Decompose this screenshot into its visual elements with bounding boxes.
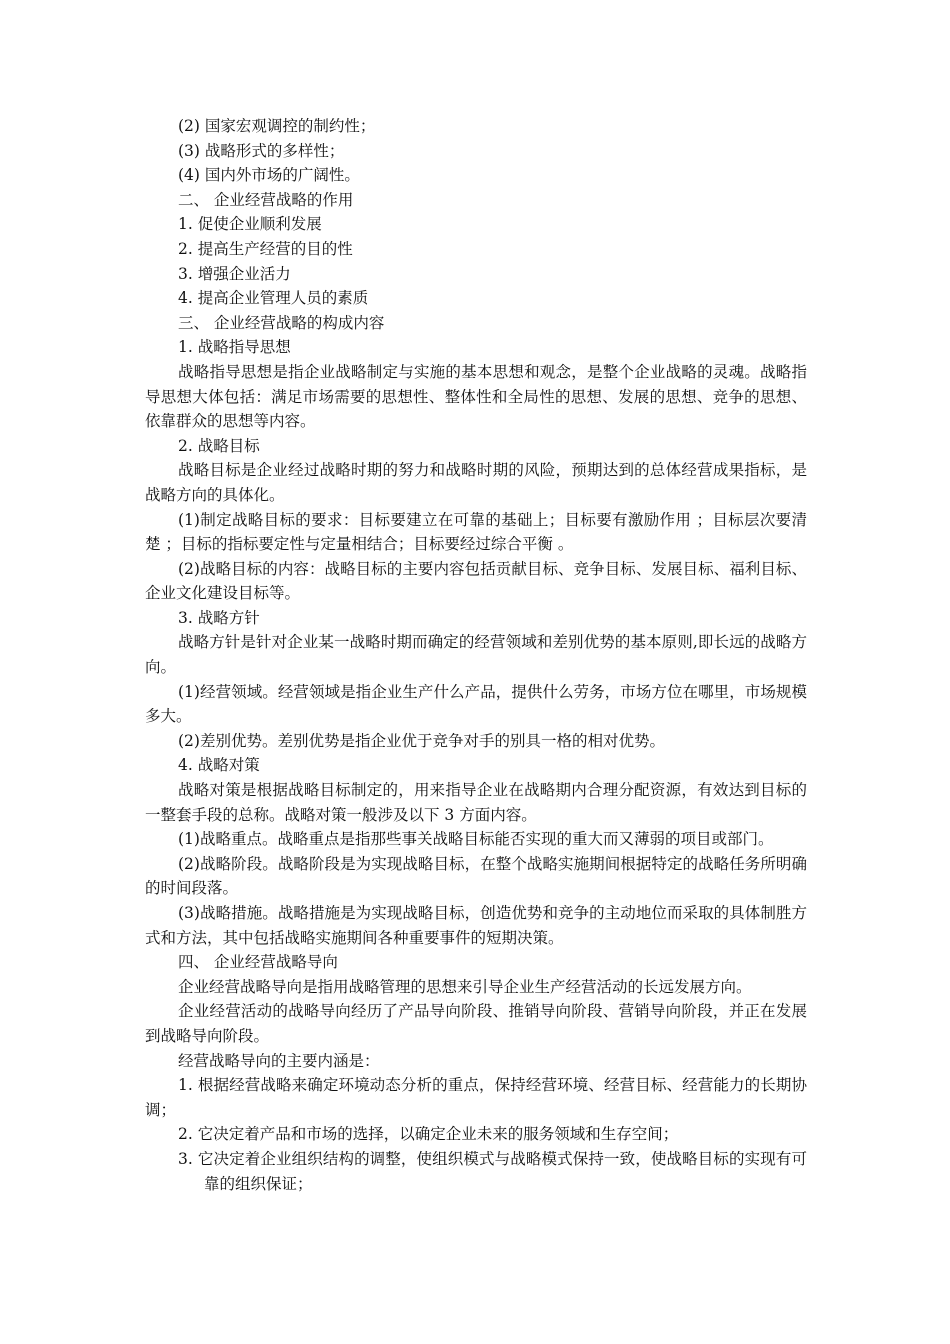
- list-item: 2. 它决定着产品和市场的选择，以确定企业未来的服务领域和生存空间；: [178, 1125, 679, 1144]
- body-paragraph: (2)战略阶段。战略阶段是为实现战略目标，在整个战略实施期间根据特定的战略任务所明确的时间段落。: [145, 854, 807, 898]
- subsection-heading: 1. 战略指导思想: [178, 338, 291, 357]
- section-heading: 三、 企业经营战略的构成内容: [178, 313, 385, 332]
- subsection-heading: 4. 战略对策: [178, 756, 260, 775]
- body-paragraph: 战略指导思想是指企业战略制定与实施的基本思想和观念，是整个企业战略的灵魂。战略指导思想大体包括：满足市场需要的思想性、整体性和全局性的思想、发展的思想、竞争的思想、依靠群众的思想等内容。: [145, 362, 807, 431]
- list-item: 1. 促使企业顺利发展: [178, 215, 322, 234]
- list-item: 3. 它决定着企业组织结构的调整，使组织模式与战略模式保持一致，使战略目标的实现有可靠的组织保证；: [178, 1149, 807, 1193]
- body-paragraph: 企业经营活动的战略导向经历了产品导向阶段、推销导向阶段、营销导向阶段，并正在发展到战略导向阶段。: [145, 1002, 807, 1045]
- body-paragraph: 企业经营战略导向是指用战略管理的思想来引导企业生产经营活动的长远发展方向。: [178, 977, 752, 996]
- list-item: 3. 增强企业活力: [178, 264, 291, 283]
- body-paragraph: (1)经营领域。经营领域是指企业生产什么产品，提供什么劳务，市场方位在哪里，市场规模多大。: [145, 682, 807, 726]
- body-paragraph: 战略方针是针对企业某一战略时期而确定的经营领域和差别优势的基本原则,即长远的战略方向。: [145, 633, 807, 677]
- body-paragraph: 经营战略导向的主要内涵是：: [178, 1051, 380, 1070]
- body-paragraph: (1)战略重点。战略重点是指那些事关战略目标能否实现的重大而又薄弱的项目或部门。: [178, 830, 774, 849]
- list-item: 1. 根据经营战略来确定环境动态分析的重点，保持经营环境、经营目标、经营能力的长期协调；: [145, 1076, 807, 1119]
- list-item: (3) 战略形式的多样性；: [178, 141, 345, 160]
- body-paragraph: 战略目标是企业经过战略时期的努力和战略时期的风险，预期达到的总体经营成果指标，是战略方向的具体化。: [145, 461, 807, 504]
- body-paragraph: 战略对策是根据战略目标制定的，用来指导企业在战略期内合理分配资源，有效达到目标的一整套手段的总称。战略对策一般涉及以下 3 方面内容。: [145, 781, 807, 824]
- body-paragraph: (2)战略目标的内容：战略目标的主要内容包括贡献目标、竞争目标、发展目标、福利目标、企业文化建设目标等。: [145, 559, 807, 603]
- body-paragraph: (1)制定战略目标的要求：目标要建立在可靠的基础上；目标要有激励作用 ；目标层次要清楚 ；目标的指标要定性与定量相结合；目标要经过综合平衡 。: [145, 510, 807, 554]
- body-paragraph: (3)战略措施。战略措施是为实现战略目标，创造优势和竞争的主动地位而采取的具体制胜方式和方法，其中包括战略实施期间各种重要事件的短期决策。: [145, 904, 807, 947]
- document-body: [145, 114, 807, 1196]
- section-heading: 四、 企业经营战略导向: [178, 953, 338, 972]
- subsection-heading: 2. 战略目标: [178, 436, 260, 455]
- list-item: (2) 国家宏观调控的制约性；: [178, 117, 376, 135]
- section-heading: 二、 企业经营战略的作用: [178, 190, 354, 209]
- list-item: 2. 提高生产经营的目的性: [178, 239, 353, 258]
- body-paragraph: (2)差别优势。差别优势是指企业优于竞争对手的别具一格的相对优势。: [178, 731, 665, 750]
- list-item: 4. 提高企业管理人员的素质: [178, 289, 369, 308]
- list-item: (4) 国内外市场的广阔性。: [178, 166, 360, 185]
- subsection-heading: 3. 战略方针: [178, 608, 260, 627]
